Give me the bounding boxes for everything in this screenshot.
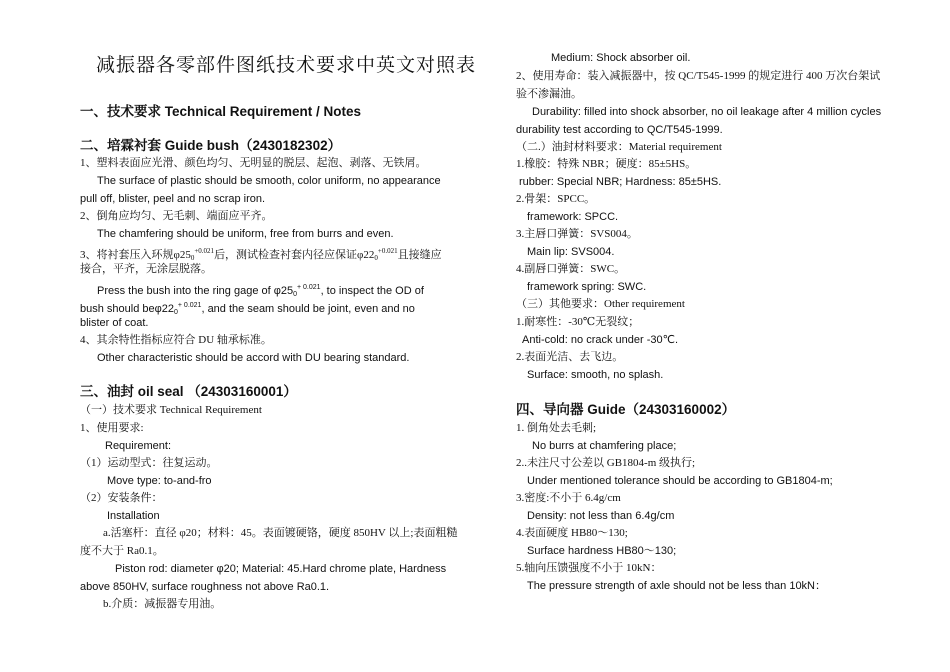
s2-line-5-part-b: 后，测试检查衬套内径应保证φ22 — [214, 249, 375, 261]
r-line-4: Durability: filled into shock absorber, no oil leakage after 4 million cycles — [532, 106, 882, 118]
r-line-8: rubber: Special NBR; Hardness: 85±5HS. — [519, 176, 722, 188]
tolerance-sup: +0.021 — [377, 247, 398, 255]
r-line-14: framework spring: SWC. — [527, 281, 647, 293]
s2-line-3: 2、倒角应均匀、无毛刺、端面应平齐。 — [80, 210, 273, 222]
r-line-7: 1.橡胶：特殊 NBR；硬度：85±5HS。 — [516, 158, 697, 170]
r-line-6: （二.）油封材料要求：Material requirement — [516, 141, 722, 153]
tolerance-sup: + 0.021 — [297, 284, 321, 291]
s2-line-4: The chamfering should be uniform, free from burrs and even. — [97, 228, 394, 240]
s4-line-1: 1. 倒角处去毛刺; — [516, 422, 597, 434]
subscript: 0 — [173, 309, 178, 316]
s4-line-2: No burrs at chamfering place; — [532, 440, 677, 452]
r-line-2: 2、使用寿命：装入减振器中，按 QC/T545-1999 的规定进行 400 万次台架试 — [516, 70, 881, 82]
r-line-3: 验不渗漏油。 — [516, 88, 582, 100]
s4-line-5: 3.密度:不小于 6.4g/cm — [516, 492, 621, 504]
s3-line-7: Installation — [107, 510, 160, 522]
section-3-heading: 三、油封 oil seal （24303160001） — [80, 384, 297, 399]
s3-line-4: （1）运动型式：往复运动。 — [80, 457, 218, 469]
s2-line-9: blister of coat. — [80, 317, 149, 329]
s3-line-8: a.活塞杆：直径 φ20；材料：45。表面镀硬铬，硬度 850HV 以上;表面粗糙 — [103, 527, 458, 539]
s2-line-6: 接合，平齐，无涂层脱落。 — [80, 263, 212, 275]
r-line-19: Surface: smooth, no splash. — [527, 369, 664, 381]
subscript: 0 — [190, 254, 195, 262]
s2-line-2a: The surface of plastic should be smooth, color uniform, no appearance — [97, 175, 441, 187]
r-line-15: （三）其他要求：Other requirement — [516, 298, 685, 310]
section-4-heading: 四、导向器 Guide（24303160002） — [516, 402, 736, 417]
s4-line-9: 5.轴向压馈强度不小于 10kN： — [516, 562, 662, 574]
s4-line-6: Density: not less than 6.4g/cm — [527, 510, 675, 522]
s4-line-3: 2..未注尺寸公差以 GB1804-m 级执行; — [516, 457, 696, 469]
r-line-1: Medium: Shock absorber oil. — [551, 52, 691, 64]
s4-line-7: 4.表面硬度 HB80～130; — [516, 527, 628, 539]
s2-line-5-part-a: 3、将衬套压入环规φ25 — [80, 249, 191, 261]
r-line-17: Anti-cold: no crack under -30℃. — [522, 334, 679, 346]
s3-line-1: （一）技术要求 Technical Requirement — [80, 404, 262, 416]
s3-line-12: b.介质：减振器专用油。 — [103, 598, 222, 610]
s3-line-9: 度不大于 Ra0.1。 — [80, 545, 164, 557]
s2-line-7-part-a: Press the bush into the ring gage of φ25 — [97, 285, 294, 297]
s3-line-10: Piston rod: diameter φ20; Material: 45.Hard chrome plate, Hardness — [115, 563, 447, 575]
r-line-5: durability test according to QC/T545-1999. — [516, 124, 723, 136]
s3-line-2: 1、使用要求: — [80, 422, 144, 434]
r-line-18: 2.表面光洁、去飞边。 — [516, 351, 624, 363]
s4-line-8: Surface hardness HB80～130; — [527, 545, 677, 557]
s2-line-1: 1、塑料表面应光滑、颜色均匀、无明显的脱层、起泡、剥落、无铁屑。 — [80, 157, 427, 169]
r-line-10: framework: SPCC. — [527, 211, 619, 223]
s3-line-6: （2）安装条件： — [80, 492, 163, 504]
s2-line-8-part-a: bush should beφ22 — [80, 303, 174, 315]
r-line-12: Main lip: SVS004. — [527, 246, 615, 258]
s2-line-2b: pull off, blister, peel and no scrap iron. — [80, 193, 266, 205]
r-line-13: 4.副唇口弹簧：SWC。 — [516, 263, 626, 275]
s4-line-10: The pressure strength of axle should not be less than 10kN： — [527, 580, 827, 592]
s2-line-7-part-b: , to inspect the OD of — [320, 285, 424, 297]
s2-line-11: Other characteristic should be accord with DU bearing standard. — [97, 352, 410, 364]
s2-line-5-part-c: 且接缝应 — [397, 249, 442, 261]
s3-line-5: Move type: to-and-fro — [107, 475, 212, 487]
section-1-heading: 一、技术要求 Technical Requirement / Notes — [80, 104, 362, 119]
r-line-11: 3.主唇口弹簧：SVS004。 — [516, 228, 638, 240]
r-line-9: 2.骨架：SPCC。 — [516, 193, 596, 205]
tolerance-sup: +0.021 — [194, 247, 215, 255]
s3-line-11: above 850HV, surface roughness not above Ra0.1. — [80, 581, 330, 593]
document-title: 减振器各零部件图纸技术要求中英文对照表 — [96, 55, 477, 76]
tolerance-sup: + 0.021 — [177, 302, 202, 309]
s2-line-10: 4、其余特性指标应符合 DU 轴承标准。 — [80, 334, 272, 346]
section-2-heading: 二、培霖衬套 Guide bush（2430182302） — [80, 138, 342, 153]
s3-line-3: Requirement: — [105, 440, 172, 452]
s2-line-8-part-b: , and the seam should be joint, even and no — [201, 303, 415, 315]
subscript: 0 — [374, 254, 378, 262]
s4-line-4: Under mentioned tolerance should be according to GB1804-m; — [527, 475, 833, 487]
r-line-16: 1.耐寒性：-30℃无裂纹； — [516, 316, 640, 328]
subscript: 0 — [293, 291, 297, 298]
